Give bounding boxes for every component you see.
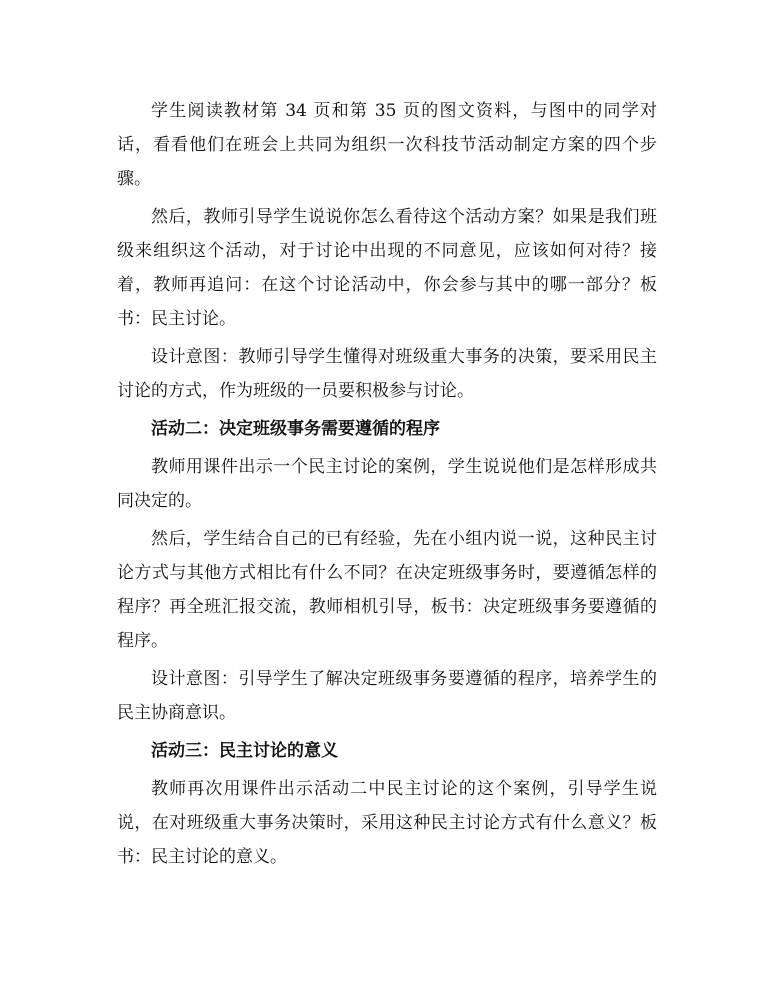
heading-activity-two: 活动二：决定班级事务需要遵循的程序	[151, 419, 440, 439]
paragraph-courseware-case: 教师用课件出示一个民主讨论的案例，学生说说他们是怎样形成共同决定的。	[117, 457, 657, 511]
paragraph-reading-materials: 学生阅读教材第 34 页和第 35 页的图文资料，与图中的同学对话，看看他们在班会上共同为组织一次科技节活动制定方案的四个步骤。	[117, 101, 657, 189]
paragraph-design-intent-2: 设计意图：引导学生了解决定班级事务要遵循的程序，培养学生的民主协商意识。	[117, 669, 657, 723]
paragraph-design-intent-1: 设计意图：教师引导学生懂得对班级重大事务的决策，要采用民主讨论的方式，作为班级的一员要积极参与讨论。	[117, 347, 657, 401]
paragraph-discussion-meaning: 教师再次用课件出示活动二中民主讨论的这个案例，引导学生说说，在对班级重大事务决策时，采用这种民主讨论方式有什么意义？板书：民主讨论的意义。	[117, 779, 657, 867]
heading-activity-three: 活动三：民主讨论的意义	[151, 741, 338, 761]
document-body	[117, 94, 657, 878]
paragraph-group-discussion: 然后，学生结合自己的已有经验，先在小组内说一说，这种民主讨论方式与其他方式相比有什么不同？在决定班级事务时，要遵循怎样的程序？再全班汇报交流，教师相机引导，板书：决定班级事务要遵循的程序。	[117, 529, 657, 651]
paragraph-teacher-guidance: 然后，教师引导学生说说你怎么看待这个活动方案？如果是我们班级来组织这个活动，对于讨论中出现的不同意见，应该如何对待？接着，教师再追问：在这个讨论活动中，你会参与其中的哪一部分？板书：民主讨论。	[117, 207, 657, 329]
